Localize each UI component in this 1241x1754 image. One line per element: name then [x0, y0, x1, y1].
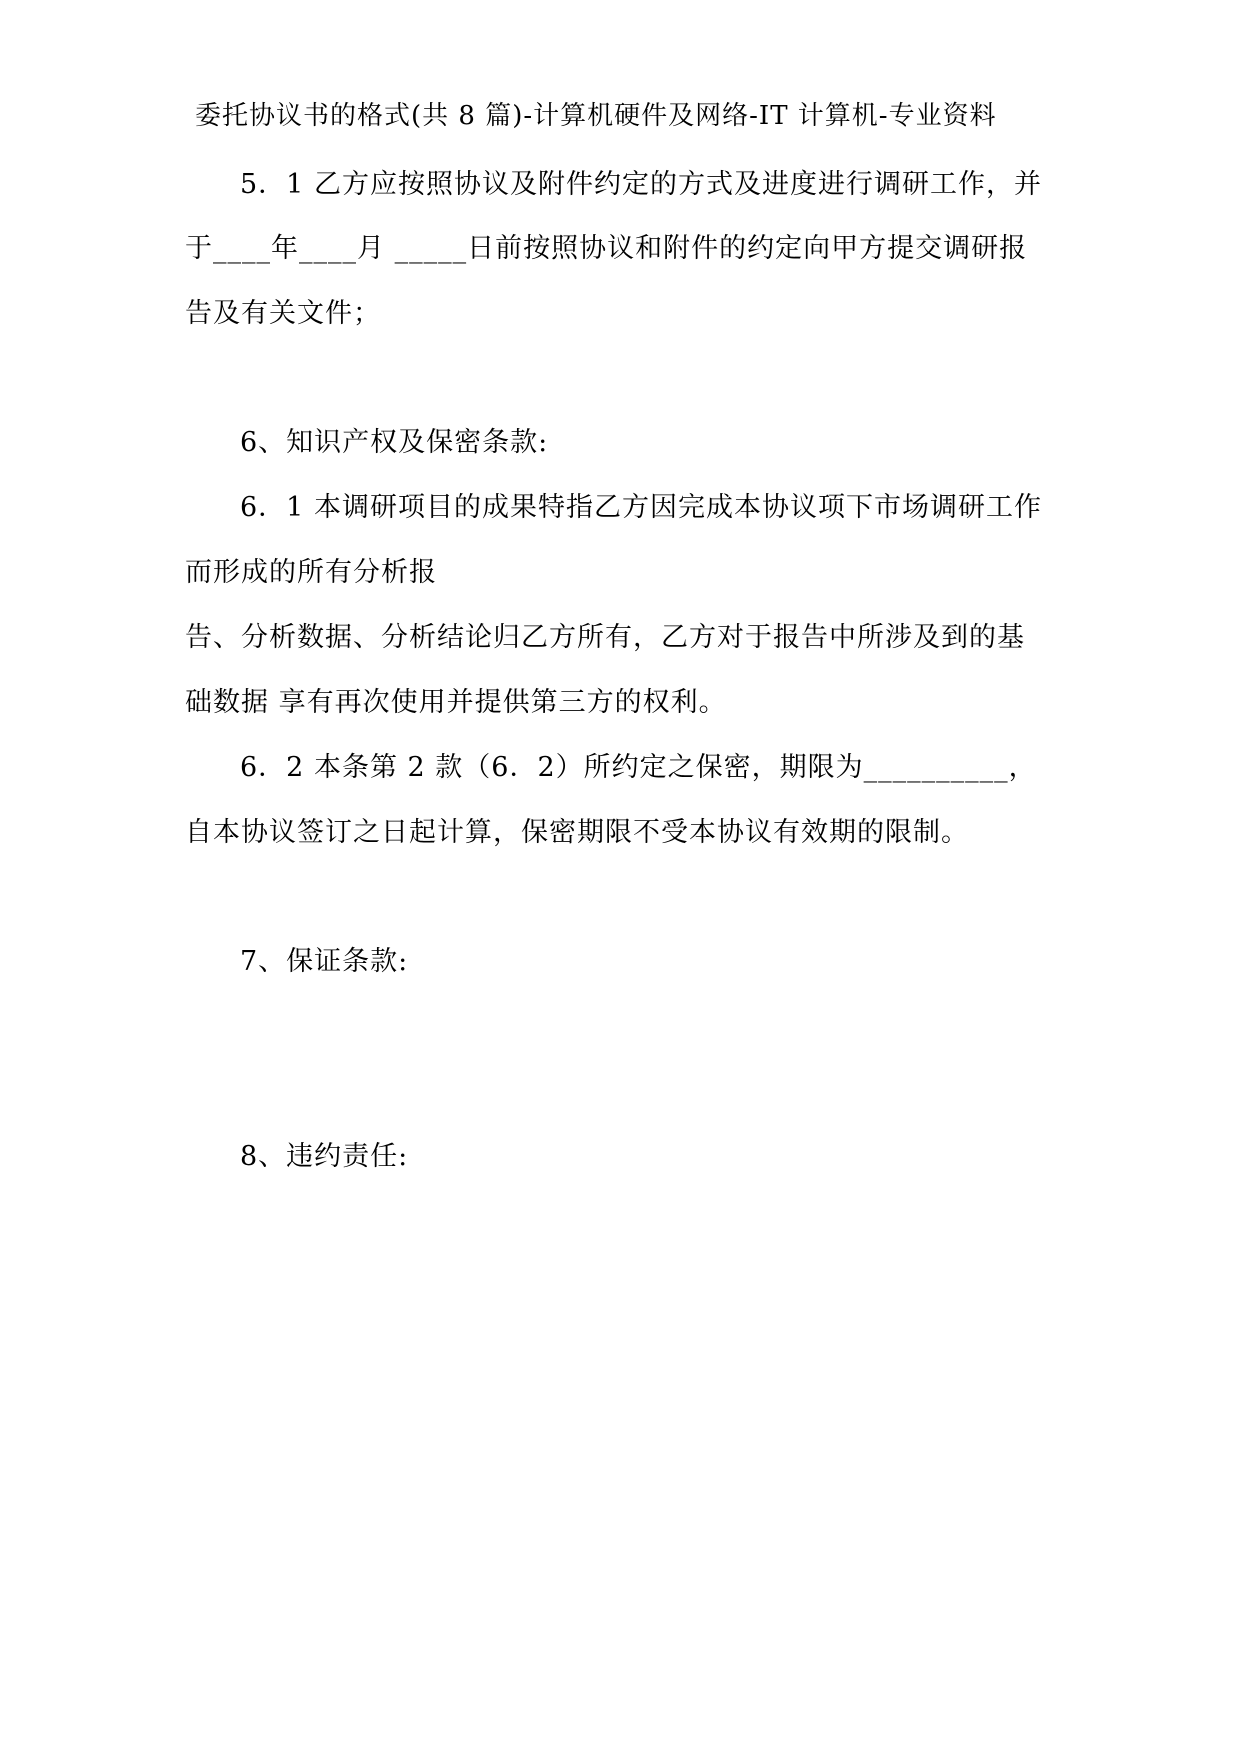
- clause-6-1-line-3: 告、分析数据、分析结论归乙方所有，乙方对于报告中所涉及到的基: [185, 622, 1025, 653]
- section-6-heading: 6、知识产权及保密条款:: [240, 427, 549, 458]
- section-8-heading: 8、违约责任:: [240, 1141, 409, 1172]
- section-7-heading: 7、保证条款:: [240, 946, 409, 977]
- clause-6-1-line-2: 而形成的所有分析报: [185, 557, 437, 588]
- clause-5-1-line-2: 于____年____月 _____日前按照协议和附件的约定向甲方提交调研报: [185, 233, 1028, 264]
- clause-6-1-line-1: 6．1 本调研项目的成果特指乙方因完成本协议项下市场调研工作: [240, 492, 1042, 523]
- clause-6-2-line-1: 6．2 本条第 2 款（6．2）所约定之保密，期限为__________，: [240, 752, 1037, 783]
- page-header-title: 委托协议书的格式(共 8 篇)-计算机硬件及网络-IT 计算机-专业资料: [195, 101, 997, 131]
- clause-5-1-line-1: 5．1 乙方应按照协议及附件约定的方式及进度进行调研工作，并: [240, 169, 1042, 200]
- clause-5-1-line-3: 告及有关文件；: [185, 298, 381, 329]
- clause-6-2-line-2: 自本协议签订之日起计算，保密期限不受本协议有效期的限制。: [185, 817, 969, 848]
- clause-6-1-line-4: 础数据 享有再次使用并提供第三方的权利。: [185, 687, 727, 718]
